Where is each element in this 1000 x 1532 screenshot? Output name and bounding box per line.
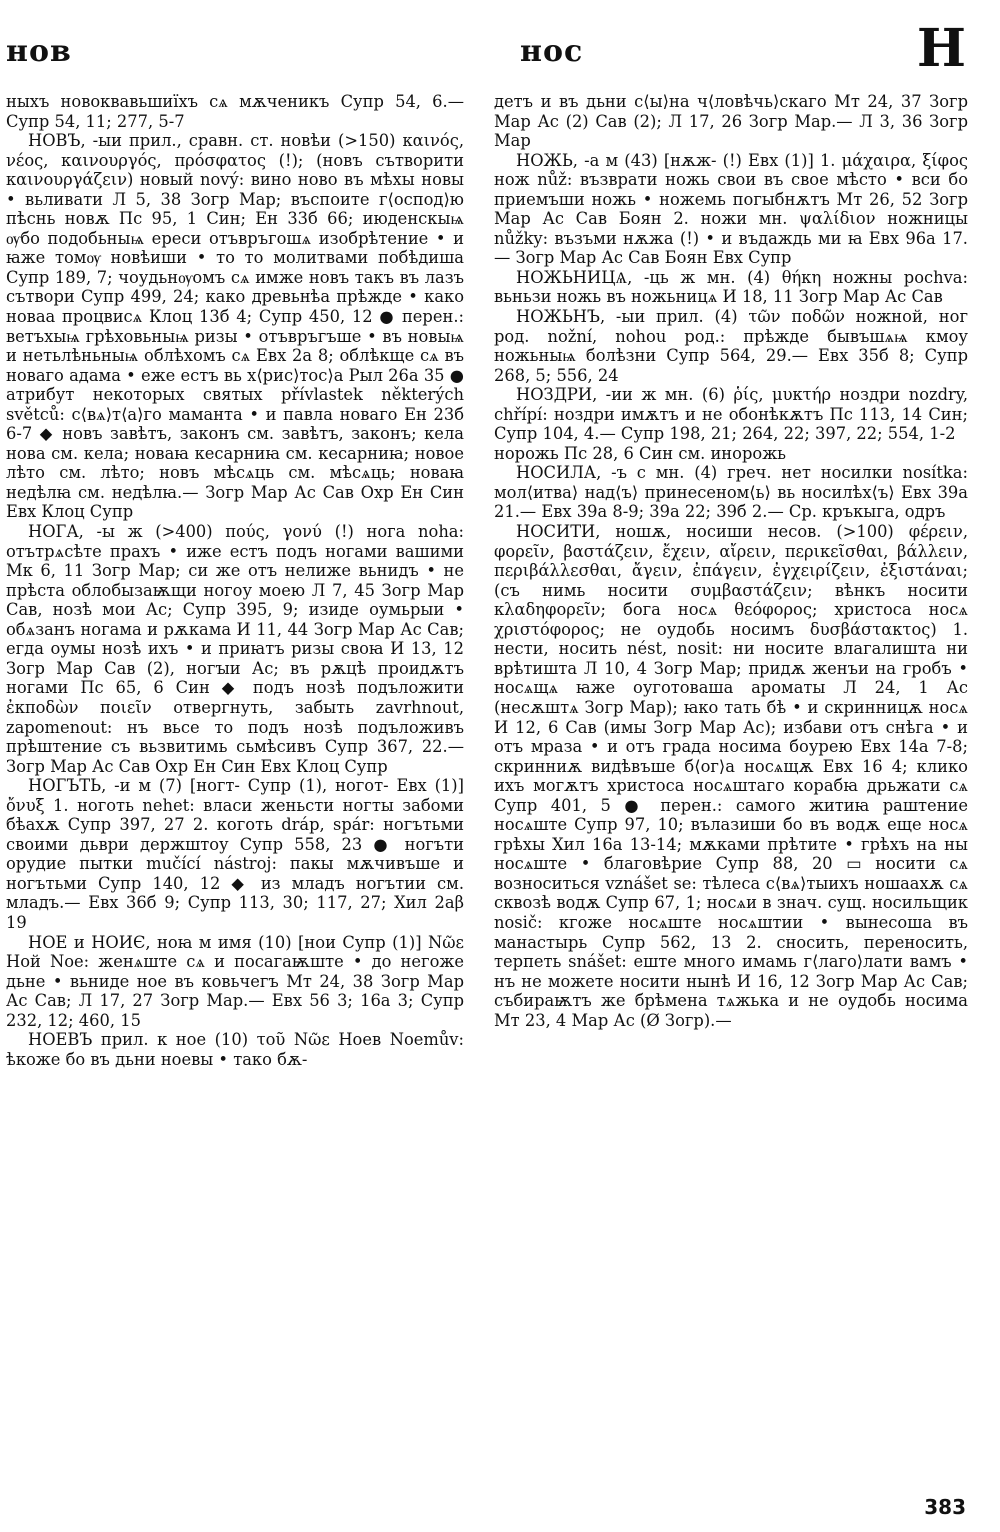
page-number: 383	[924, 1495, 966, 1519]
dictionary-entry: НОЕ и НОИЄ, ноꙗ м имя (10) [нои Супр (1)] Νῶε Ной Noe: женѧште сѧ и посагаѭште • до негоже дьне • вьниде ное въ ковьчегъ Мт 24, 38 Зогр Мар Ас Сав; Л 17, 27 Зогр Мар.— Евх 56 3; 16а 3; Супр 232, 12; 460, 15	[6, 932, 464, 1030]
left-column	[6, 92, 464, 1487]
entry-text: ныхъ новоквавьшиїхъ сѧ мѫченикъ Супр 54, 6.— Супр 54, 11; 277, 5-7	[6, 92, 464, 131]
page-header	[0, 0, 1000, 90]
running-head-left: нов	[6, 34, 72, 69]
dictionary-entry: НОГА, -ы ж (>400) πούς, γονύ (!) нога noha: отътрѧсѣте прахъ • иже естъ подъ ногами вашими Мк 6, 11 Зогр Мар; си же отъ нелиже вьнидъ • не прѣста облобызаѭщи ногоу моею Л 7, 45 Зогр Мар Сав, нозѣ мои Ас; Супр 395, 9; изиде оумьрыи • обѧзанъ ногама и рѫкама И 11, 44 Зогр Мар Ас Сав; егда оумы нозѣ ихъ • и приꙗтъ ризы своꙗ И 13, 12 Зогр Мар Сав (2), ногꙑи Ас; въ рѫцѣ проидѫтъ ногами Пс 65, 6 Син ◆ подъ нозѣ подъложити ἐκποδὼν ποιεῖν отвергнуть, забыть zavrhnout, zapomenout: нъ вьсе то подъ нозѣ подъложивъ прѣштение съ вьзвитимь сьмѣсивъ Супр 367, 22.— Зогр Мар Ас Сав Охр Ен Син Евх Клоц Супр	[6, 522, 464, 776]
dictionary-entry: НОСИЛА, -ъ с мн. (4) греч. нет носилки nosítka: мол⟨итва⟩ над⟨ъ⟩ принесеном⟨ь⟩ вь носилѣх⟨ъ⟩ Евх 39а 21.— Евх 39а 8-9; 39а 22; 39б 2.— Ср. кръкыга, одръ	[494, 463, 968, 522]
dictionary-entry: НОЖЬНЪ, -ыи прил. (4) τῶν ποδῶν ножной, ног род. nožní, nohou род.: прѣжде бывъшѧѩ кмоу ножьныѩ болѣзни Супр 564, 29.— Евх 35б 8; Супр 268, 5; 556, 24	[494, 307, 968, 385]
dictionary-entry: НОЖЬ, -а м (43) [нѫж- (!) Евх (1)] 1. μάχαιρα, ξίφος нож nůž: възврати ножь свои въ свое мѣсто • вси бо приемъши ножь • ножемь погыбнѫтъ Мт 26, 52 Зогр Мар Ас Сав Боян 2. ножи мн. ψαλίδιον ножницы nůžky: възъми нѫжа (!) • и въдаждь ми ꙗ Евх 96а 17.— Зогр Мар Ас Сав Боян Евх Супр	[494, 150, 968, 268]
dictionary-entry: НОЕВЪ прил. к ное (10) τοῦ Νῶε Ноев Noemův: ѣкоже бо въ дьни ноевы • тако бѫ-	[6, 1030, 464, 1069]
entry-text: детъ и въ дьни с⟨ы⟩на ч⟨ловѣчь⟩скаго Мт 24, 37 Зогр Мар Ас (2) Сав (2); Л 17, 26 Зогр Мар.— Л 3, 36 Зогр Мар	[494, 92, 968, 151]
running-head-center: нос	[520, 34, 584, 69]
dictionary-entry: НОЗДРИ, -ии ж мн. (6) ῥίς, μυκτήρ ноздри nozdry, chřípí: ноздри имѫтъ и не обонѣкѫтъ Пс 113, 14 Син; Супр 104, 4.— Супр 198, 21; 264, 22; 397, 22; 554, 1-2	[494, 385, 968, 444]
section-letter: Н	[916, 18, 966, 79]
dictionary-entry: НОГЪТЬ, -и м (7) [ногт- Супр (1), ногот- Евх (1)] ὄνυξ 1. ноготь nehet: власи женьсти ногты забоми бѣахѫ Супр 397, 27 2. коготь dráp, spár: ногътьми своими дьври держштоу Супр 558, 23 ● ногъти орудие пытки mučící nástroj: пакы мѫчивъше и ногътьми Супр 140, 12 ◆ из младъ ногътии см. младъ.— Евх 36б 9; Супр 113, 30; 117, 27; Хил 2аβ 19	[6, 776, 464, 932]
right-column	[494, 92, 968, 1487]
dictionary-entry: НОВЪ, -ыи прил., сравн. ст. новѣи (>150) καινός, νέος, καινουργός, πρόσφατος (!); (новъ сътворити καινουργάζειν) новый nový: вино ново въ мѣхы новы • вьливати Л 5, 38 Зогр Мар; въспоите г⟨оспод⟩ю пѣснь новѫ Пс 95, 1 Син; Ен 33б 66; июденскыѩ ѹбо подобьныѩ ереси отъвръгошѧ изобрѣтение • и ꙗже томѹ новѣиши • то то молитвами побѣдиша Супр 189, 7; чоудьнѹомъ сѧ имже новъ такъ въ лазъ сътвори Супр 499, 24; како древьнѣа прѣжде • како новаа процвисѧ Клоц 13б 4; Супр 450, 12 ● перен.: ветъхыѩ грѣховьныѩ ризы • отъвръгъше • въ новыѩ и нетьлѣньныѩ облѣхомъ сѧ Евх 2а 8; облѣкще сѧ въ новаго адама • еже естъ вь х⟨рис⟩тос⟩а Рыл 26а 35 ● атрибут некоторых святых přívlastek některých světců: с⟨вѧ⟩т⟨а⟩го маманта • и павла новаго Ен 23б 6-7 ◆ новъ завѣтъ, законъ см. завѣтъ, законъ; кела нова см. кела; новаꙗ кесарниꙗ см. кесарниꙗ; новое лѣто см. лѣто; новъ мѣсѧць см. мѣсѧць; новаꙗ недѣлꙗ см. недѣлꙗ.— Зогр Мар Ас Сав Охр Ен Син Евх Клоц Супр	[6, 131, 464, 522]
entry-text: норожь Пс 28, 6 Син см. инорожь	[494, 443, 787, 463]
dictionary-entry: НОЖЬНИЦѦ, -ць ж мн. (4) θήκη ножны pochva: вьньзи ножь въ ножьницѧ И 18, 11 Зогр Мар Ас Сав	[494, 267, 968, 307]
dictionary-entry: НОСИТИ, ношѫ, носиши несов. (>100) φέρειν, φορεῖν, βαστάζειν, ἔχειν, αἴρειν, περικεῖσθαι, βάλλειν, περιβάλλεσθαι, ἄγειν, ἐπάγειν, ἐγχειρίζειν, ἐξιστάναι; (съ нимь носити συμβαστάζειν; вѣнкъ носити κλαδηφορεῖν; бога носѧ θεόφορος; христоса носѧ χριστόφορος; не оудобь носимъ δυσβάστακτος) 1. нести, носить nést, nosit: ни носите влагалишта ни врѣтишта Л 10, 4 Зогр Мар; придѫ женъи на гробъ • носѧщѧ ꙗже оуготоваша ароматы Л 24, 1 Ас (несѫштѧ Зогр Мар); ꙗко тать бѣ • и скринницѫ носѧ И 12, 6 Сав (имы Зогр Мар Ас); избави отъ снѣга • и отъ мраза • и отъ града носима боурею Евх 14а 7-8; скринниѫ видѣвъше б⟨ог⟩а носѧщѫ Евх 16 4; клико ихъ могѫтъ христоса носѧштаго корабꙗ дрьжати сѧ Супр 401, 5 ● перен.: самого житиꙗ раштение носѧште Супр 97, 10; вълазиши бо въ водѫ еще носѧ грѣхы Хил 16а 13-14; мѫками прѣтите • грѣхъ на ны носѧште • благовѣрие Супр 88, 20 ▭ носити сѧ возноситься vznášet se: тѣлеса с⟨вѧ⟩тыихъ ношаахѫ сѧ сквозѣ водѫ Супр 67, 1; носѧи в знач. сущ. носильщик nosič: кгоже носѧште носѧштии • вынесоша въ манастырь Супр 562, 13 2. сносить, переносить, терпеть snášet: еште много имамь г⟨лаго⟩лати вамъ • нъ не можете носити нынѣ И 16, 12 Зогр Мар Ас Сав; събираѭтъ же брѣмена тѧжька и не оудобь носима Мт 23, 4 Мар Ас (Ø Зогр).—	[494, 522, 968, 1030]
